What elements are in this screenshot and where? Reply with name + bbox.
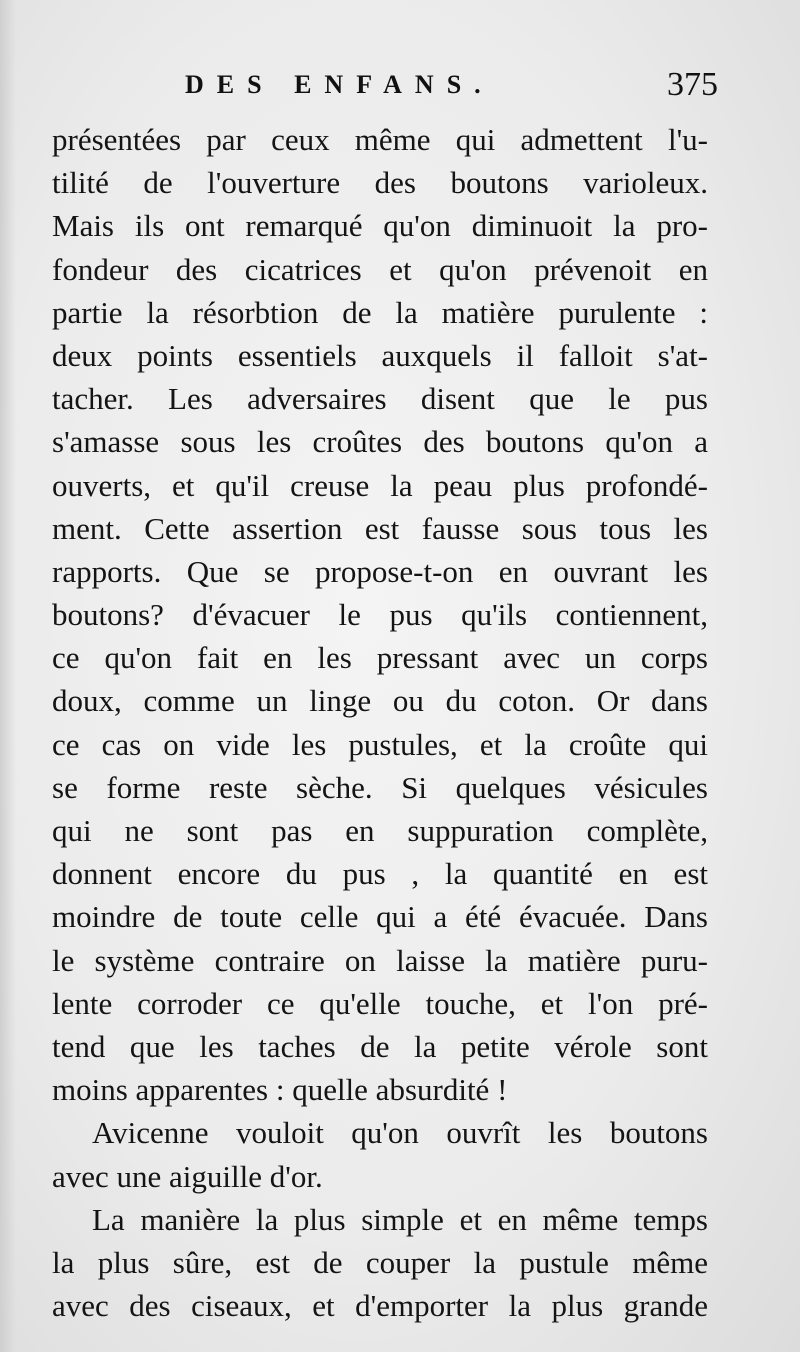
- text-line: la plus sûre, est de couper la pustule même: [52, 1244, 708, 1280]
- text-line: Mais ils ont remarqué qu'on diminuoit la pro-: [52, 208, 708, 244]
- body-text: [52, 118, 708, 1327]
- text-line: donnent encore du pus , la quantité en est: [52, 856, 708, 892]
- text-line: tacher. Les adversaires disent que le pus: [52, 381, 708, 417]
- text-line: moins apparentes : quelle absurdité !: [52, 1072, 508, 1108]
- text-line: moindre de toute celle qui a été évacuée. Dans: [52, 899, 708, 935]
- text-line: ment. Cette assertion est fausse sous tous les: [52, 510, 708, 546]
- text-line: qui ne sont pas en suppuration complète,: [52, 813, 708, 848]
- text-line: lente corroder ce qu'elle touche, et l'on pré-: [52, 985, 708, 1021]
- text-line: tilité de l'ouverture des boutons varioleux.: [52, 165, 708, 201]
- text-line: doux, comme un linge ou du coton. Or dans: [52, 683, 708, 719]
- running-title: DES ENFANS.: [185, 70, 494, 99]
- text-line: tend que les taches de la petite vérole sont: [52, 1028, 708, 1064]
- text-line: le système contraire on laisse la matière puru-: [52, 942, 708, 978]
- text-line: rapports. Que se propose-t-on en ouvrant les: [52, 553, 708, 589]
- paragraph-start-line: La manière la plus simple et en même temps: [92, 1201, 708, 1237]
- paragraph-start-line: Avicenne vouloit qu'on ouvrît les boutons: [92, 1115, 708, 1151]
- text-line: partie la résorbtion de la matière purulente :: [52, 294, 708, 330]
- text-line: ce cas on vide les pustules, et la croûte qui: [52, 726, 708, 762]
- text-line: boutons? d'évacuer le pus qu'ils contiennent,: [52, 597, 708, 633]
- text-line: fondeur des cicatrices et qu'on prévenoit en: [52, 251, 708, 287]
- page-edge-shadow: [0, 0, 16, 1352]
- text-line: s'amasse sous les croûtes des boutons qu'on a: [52, 424, 708, 460]
- running-head: [50, 66, 718, 110]
- text-line: ouverts, et qu'il creuse la peau plus profondé-: [52, 467, 708, 503]
- text-line: avec une aiguille d'or.: [52, 1158, 323, 1194]
- text-line: ce qu'on fait en les pressant avec un corps: [52, 640, 708, 676]
- page-number: 375: [667, 66, 718, 103]
- text-line: présentées par ceux même qui admettent l'u-: [52, 122, 708, 157]
- text-line: se forme reste sèche. Si quelques vésicules: [52, 769, 708, 805]
- text-line: deux points essentiels auxquels il falloit s'at-: [52, 337, 708, 373]
- text-line: avec des ciseaux, et d'emporter la plus grande: [52, 1288, 708, 1324]
